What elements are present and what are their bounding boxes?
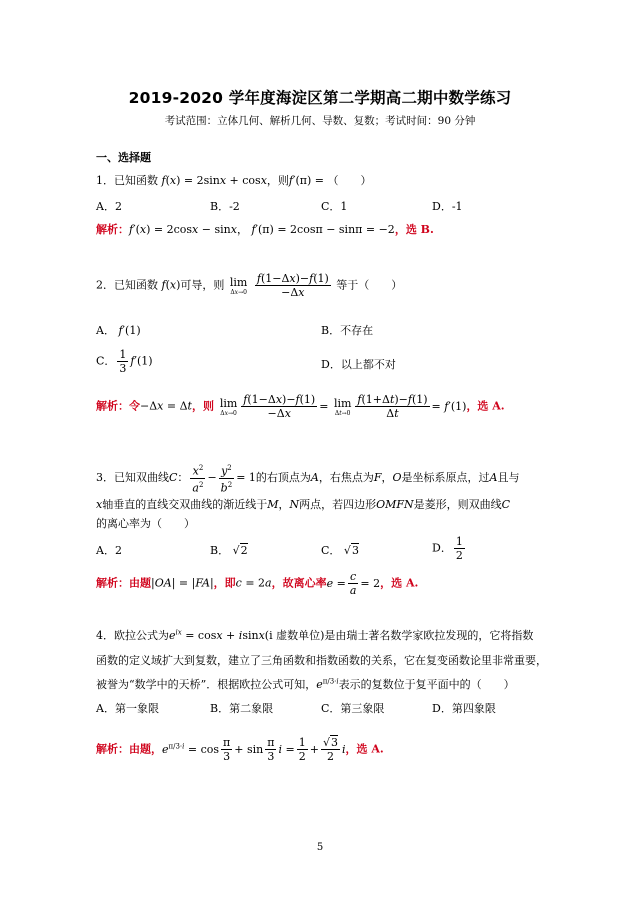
q4-option-d: D．第四象限 [432, 702, 496, 715]
q1-analysis-label: 解析： [96, 223, 129, 236]
q2-end: 等于（ ） [336, 278, 403, 292]
q1-analysis: 解析：f′(x) = 2cosx − sinx， f′(π) = 2cosπ − sinπ = −2，选 B. [96, 223, 434, 236]
q2-analysis-label: 解析： [96, 399, 129, 413]
q2-option-d: D．以上都不对 [321, 358, 396, 371]
q3-analysis: 解析：由题|OA| = |FA|，即c = 2a，故离心率e = $\frac{c}{a}$ = 2，选 A. [96, 570, 419, 597]
q3-line2-b: ， [278, 498, 290, 511]
question-1-stem: 1．已知函数 f(x) = 2sinx + cosx，则f′(π) = （ ） [96, 174, 372, 187]
q2-analysis-let: 令 [129, 399, 140, 413]
q2-mid: 可导，则 [180, 278, 225, 292]
q3-analysis-choice: ，选 A. [380, 576, 419, 590]
q3-line1-c: ， [381, 471, 393, 485]
q4-option-b: B．第二象限 [210, 702, 274, 715]
q1-mid: ，则 [266, 174, 289, 187]
q4-analysis-label: 解析：由题， [96, 742, 162, 756]
question-2-stem: 2．已知函数 f(x)可导，则 lim Δx→0 $\frac{f(1-\Delta x)-f(1)}{-\Delta x}$ 等于（ ） [96, 272, 403, 299]
q4-line1-rest: (i 虚数单位)是由瑞士著名数学家欧拉发现的，它将指数 [264, 629, 534, 642]
q2-option-a-label: A． [96, 324, 115, 337]
q2-prefix: 2．已知函数 [96, 278, 158, 292]
q4-prefix: 4．欧拉公式为 [96, 629, 169, 642]
q3-option-b: B． √2 [210, 544, 248, 557]
q2-analysis-then: ，则 [191, 399, 214, 413]
question-4-stem-line3: 被誉为“数学中的天桥”．根据欧拉公式可知，$e^{\pi/3\cdot i}$表示的复数位于复平面中的（ ） [96, 677, 515, 691]
q3-line2-a: 轴垂直的直线交双曲线的渐近线于 [102, 498, 268, 511]
q3-option-c: C． √3 [321, 544, 359, 557]
page-number: 5 [316, 842, 324, 853]
q1-analysis-choice: 选 B. [405, 223, 434, 236]
q4-option-a: A．第一象限 [96, 702, 159, 715]
question-3-stem-line1: 3．已知双曲线C： $\frac{x^2}{a^2}$ − $\frac{y^2}{b^2}$ = 1的右顶点为A，右焦点为F，O是坐标系原点，过A且与 [96, 464, 520, 495]
q1-option-b: B．-2 [210, 200, 240, 213]
q1-option-d: D．-1 [432, 200, 463, 213]
q3-option-d: D． $\frac{1}{2}$ [432, 535, 463, 562]
q1-option-c: C．1 [321, 200, 348, 213]
question-3-stem-line3: 的离心率为（ ） [96, 517, 195, 530]
q3-line1-e: 且与 [497, 471, 520, 485]
question-4-stem-line2: 函数的定义域扩大到复数，建立了三角函数和指数函数的关系，它在复变函数论里非常重要， [96, 654, 547, 667]
q3-analysis-mid: ，即 [213, 576, 236, 590]
q1-end: （ ） [327, 174, 372, 187]
q3-prefix: 3．已知双曲线 [96, 471, 169, 485]
q4-line3-b: 表示的复数位于复平面中的（ ） [338, 678, 515, 691]
question-3-stem-line2: x轴垂直的直线交双曲线的渐近线于M，N两点，若四边形OMFN是菱形，则双曲线C [96, 498, 511, 511]
q2-option-c: C． $\frac{1}{3}$ f′(1) [96, 348, 153, 375]
q3-analysis-mid2: ，故离心率 [271, 576, 327, 590]
exam-scope: 考试范围：立体几何、解析几何、导数、复数；考试时间：90 分钟 [164, 115, 476, 127]
page-title: 2019-2020 学年度海淀区第二学期高二期中数学练习 [128, 89, 512, 107]
q3-line2-d: 是菱形，则双曲线 [413, 498, 502, 511]
section-heading: 一、选择题 [96, 151, 151, 164]
q3-option-c-label: C． [321, 544, 341, 557]
q2-analysis: 解析：令−Δx = Δt，则 lim Δx→0 $\frac{f(1-\Delta x)-f(1)}{-\Delta x}$ = lim Δt→0 $\frac{f(1+\Delta t)-f(1)}{\Delta t}$ = f′(1)，选 A. [96, 393, 505, 420]
q3-line2-c: 两点，若四边形 [299, 498, 377, 511]
q3-option-d-label: D． [432, 541, 452, 555]
q3-line1-b: ，右焦点为 [318, 471, 374, 485]
q2-option-c-label: C． [96, 354, 116, 368]
q2-option-b: B．不存在 [321, 324, 374, 337]
q3-line1-d: 是坐标系原点，过 [401, 471, 490, 485]
q1-option-a: A．2 [96, 200, 122, 213]
q3-option-a: A．2 [96, 544, 122, 557]
q3-option-b-label: B． [210, 544, 230, 557]
q4-option-c: C．第三象限 [321, 702, 385, 715]
q2-analysis-choice: ，选 A. [466, 399, 505, 413]
question-4-stem-line1: 4．欧拉公式为$e^{ix} = \cos x + isinx(i$ 虚数单位)是由瑞士著名数学家欧拉发现的，它将指数 [96, 628, 534, 642]
q4-analysis-choice: ，选 A. [345, 742, 384, 756]
q2-option-a: A． f′(1) [96, 324, 141, 337]
q4-line3-a: 被誉为“数学中的天桥”．根据欧拉公式可知， [96, 678, 317, 691]
q4-analysis: 解析：由题，$e^{\pi/3\cdot i} = \cos$ $\frac{\pi}{3}$ + sin $\frac{\pi}{3}$ i = $\frac{1}{2}$ + $\frac{√3}{2}$ i，选 A. [96, 736, 384, 763]
q3-line1-rest: 的右顶点为 [255, 471, 311, 485]
q3-analysis-label: 解析：由题 [96, 576, 151, 590]
q1-prefix: 1．已知函数 [96, 174, 158, 187]
